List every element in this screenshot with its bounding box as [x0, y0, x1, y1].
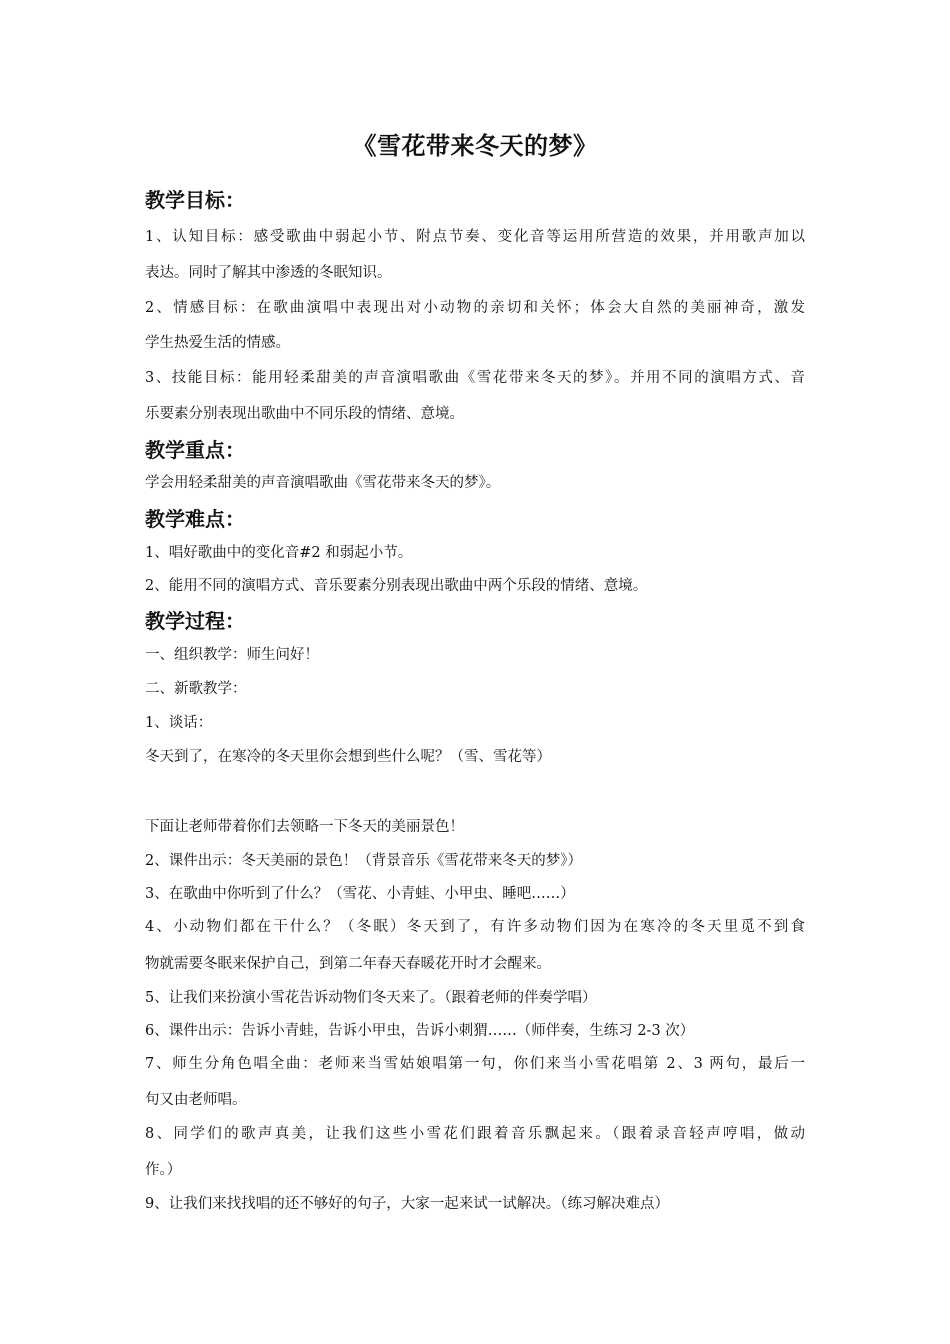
- process-line-8: 4、小动物们都在干什么？（冬眠）冬天到了，有许多动物们因为在寒冷的冬天里觅不到食: [145, 919, 805, 935]
- heading-focus: 教学重点：: [145, 438, 245, 462]
- process-line-12: 7、师生分角色唱全曲：老师来当雪姑娘唱第一句，你们来当小雪花唱第 2、3 两句，最后一: [145, 1056, 805, 1072]
- focus-line-1: 学会用轻柔甜美的声音演唱歌曲《雪花带来冬天的梦》。: [145, 475, 501, 491]
- goals-line-1: 1、认知目标：感受歌曲中弱起小节、附点节奏、变化音等运用所营造的效果，并用歌声加以: [145, 229, 805, 245]
- process-line-3: 1、谈话：: [145, 715, 213, 731]
- process-line-2: 二、新歌教学：: [145, 681, 247, 697]
- goals-line-4: 学生热爱生活的情感。: [145, 335, 290, 351]
- goals-line-2: 表达。同时了解其中渗透的冬眠知识。: [145, 265, 392, 281]
- process-line-7: 3、在歌曲中你听到了什么？（雪花、小青蛙、小甲虫、睡吧……）: [145, 886, 575, 902]
- difficulty-line-1: 1、唱好歌曲中的变化音#2 和弱起小节。: [145, 545, 413, 561]
- process-line-16: 9、让我们来找找唱的还不够好的句子，大家一起来试一试解决。（练习解决难点）: [145, 1196, 669, 1212]
- process-line-4: 冬天到了，在寒冷的冬天里你会想到些什么呢？（雪、雪花等）: [145, 749, 551, 765]
- difficulty-line-2: 2、能用不同的演唱方式、音乐要素分别表现出歌曲中两个乐段的情绪、意境。: [145, 578, 648, 594]
- goals-line-6: 乐要素分别表现出歌曲中不同乐段的情绪、意境。: [145, 406, 464, 422]
- process-line-14: 8、同学们的歌声真美，让我们这些小雪花们跟着音乐飘起来。（跟着录音轻声哼唱，做动: [145, 1126, 805, 1142]
- process-line-11: 6、课件出示：告诉小青蛙，告诉小甲虫，告诉小刺猬……（师伴奏，生练习 2-3 次）: [145, 1023, 695, 1039]
- process-line-15: 作。）: [145, 1162, 182, 1178]
- process-line-6: 2、课件出示：冬天美丽的景色！（背景音乐《雪花带来冬天的梦》）: [145, 853, 582, 869]
- goals-line-5: 3、技能目标：能用轻柔甜美的声音演唱歌曲《雪花带来冬天的梦》。并用不同的演唱方式、音: [145, 370, 805, 386]
- heading-process: 教学过程：: [145, 609, 245, 633]
- goals-line-3: 2、情感目标：在歌曲演唱中表现出对小动物的亲切和关怀；体会大自然的美丽神奇，激发: [145, 300, 805, 316]
- process-line-13: 句又由老师唱。: [145, 1092, 247, 1108]
- process-line-9: 物就需要冬眠来保护自己，到第二年春天春暖花开时才会醒来。: [145, 956, 551, 972]
- document-title: 《雪花带来冬天的梦》: [352, 132, 598, 160]
- process-line-10: 5、让我们来扮演小雪花告诉动物们冬天来了。（跟着老师的伴奏学唱）: [145, 990, 597, 1006]
- process-line-1: 一、组织教学：师生问好！: [145, 647, 319, 663]
- heading-goals: 教学目标：: [145, 188, 245, 212]
- process-line-5: 下面让老师带着你们去领略一下冬天的美丽景色！: [145, 819, 464, 835]
- heading-difficulty: 教学难点：: [145, 507, 245, 531]
